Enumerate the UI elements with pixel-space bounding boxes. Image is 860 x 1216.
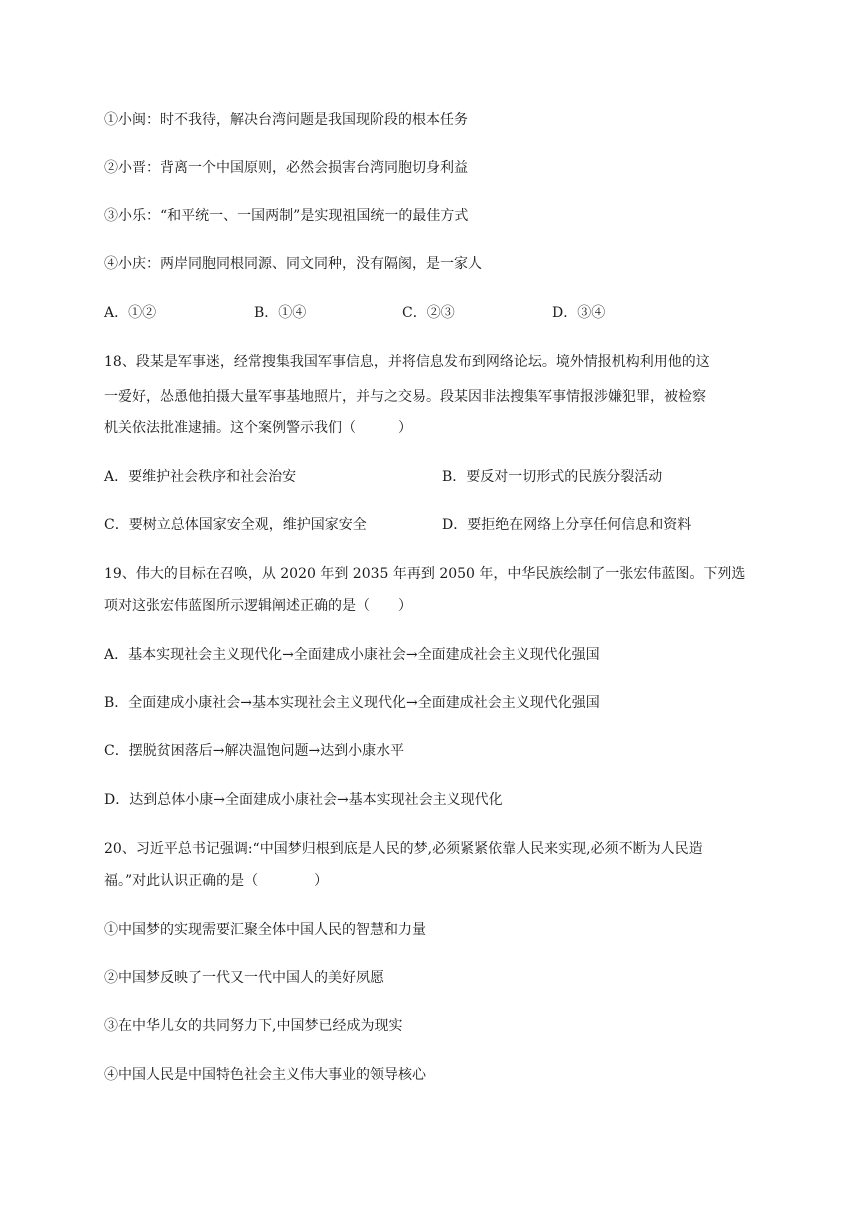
q19-stem-line-1: 19、伟大的目标在召唤，从 2020 年到 2035 年再到 2050 年，中华民族绘制了一张宏伟蓝图。下列选 [104, 566, 746, 582]
q20-statement-3: ③在中华儿女的共同努力下,中国梦已经成为现实 [104, 1018, 403, 1034]
q18-stem-line-2: 一爱好，怂恿他拍摄大量军事基地照片，并与之交易。段某因非法搜集军事情报涉嫌犯罪，被检察 [104, 389, 706, 405]
q19-option-a: A．基本实现社会主义现代化→全面建成小康社会→全面建成社会主义现代化强国 [104, 647, 600, 663]
q19-stem-line-2: 项对这张宏伟蓝图所示逻辑阐述正确的是（ ） [104, 598, 412, 614]
q20-stem-line-2: 福。”对此认识正确的是（ ） [104, 873, 329, 889]
q19-option-c: C．摆脱贫困落后→解决温饱问题→达到小康水平 [104, 743, 405, 759]
q20-statement-1: ①中国梦的实现需要汇聚全体中国人民的智慧和力量 [104, 922, 426, 938]
q17-statement-4: ④小庆：两岸同胞同根同源、同文同种，没有隔阂，是一家人 [104, 256, 482, 272]
q17-option-a: A．①② [104, 305, 157, 321]
q18-option-a: A．要维护社会秩序和社会治安 [104, 469, 297, 485]
q17-statement-1: ①小闽：时不我待，解决台湾问题是我国现阶段的根本任务 [104, 112, 468, 128]
q17-option-b: B．①④ [254, 305, 307, 321]
q19-option-b: B．全面建成小康社会→基本实现社会主义现代化→全面建成社会主义现代化强国 [104, 695, 600, 711]
q20-statement-4: ④中国人民是中国特色社会主义伟大事业的领导核心 [104, 1067, 426, 1083]
q18-stem-line-3: 机关依法批准逮捕。这个案例警示我们（ ） [104, 420, 412, 436]
q18-stem-line-1: 18、段某是军事迷，经常搜集我国军事信息，并将信息发布到网络论坛。境外情报机构利用他的这 [104, 354, 710, 370]
q20-stem-line-1: 20、习近平总书记强调:“中国梦归根到底是人民的梦,必须紧紧依靠人民来实现,必须不断为人民造 [104, 841, 703, 857]
q18-option-d: D．要拒绝在网络上分享任何信息和资料 [442, 517, 692, 533]
q17-option-c: C．②③ [402, 305, 455, 321]
q17-statement-2: ②小晋：背离一个中国原则，必然会损害台湾同胞切身利益 [104, 160, 468, 176]
q18-option-b: B．要反对一切形式的民族分裂活动 [442, 469, 663, 485]
q18-option-c: C．要树立总体国家安全观，维护国家安全 [104, 517, 367, 533]
q17-statement-3: ③小乐：“和平统一、一国两制”是实现祖国统一的最佳方式 [104, 208, 469, 224]
q17-option-d: D．③④ [552, 305, 606, 321]
q20-statement-2: ②中国梦反映了一代又一代中国人的美好夙愿 [104, 970, 384, 986]
q19-option-d: D．达到总体小康→全面建成小康社会→基本实现社会主义现代化 [104, 792, 503, 808]
